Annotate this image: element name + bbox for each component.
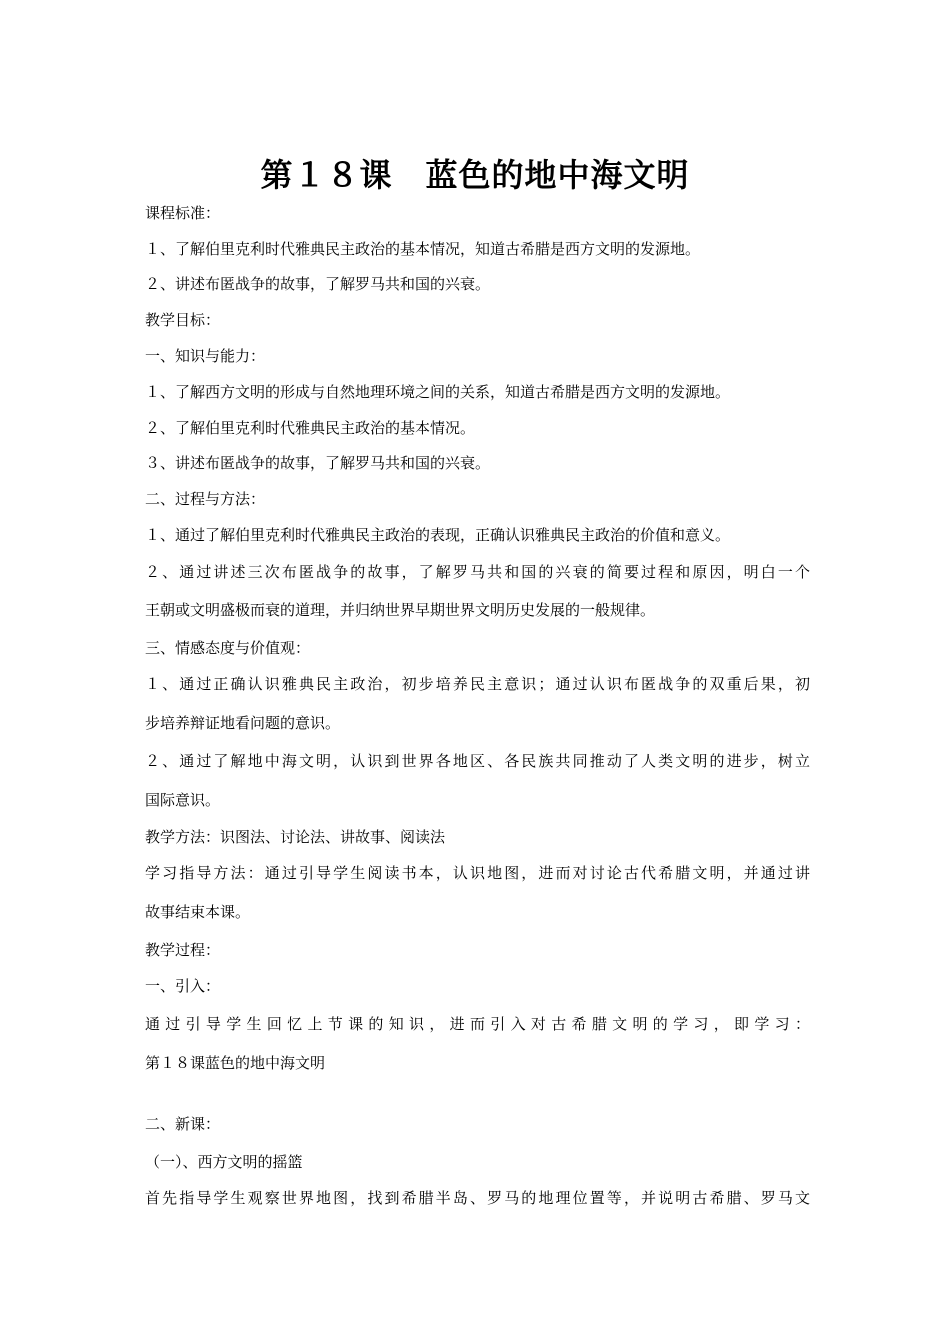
text-line: １、通过了解伯里克利时代雅典民主政治的表现，正确认识雅典民主政治的价值和意义。 bbox=[145, 526, 731, 544]
text-line: ２、讲述布匿战争的故事，了解罗马共和国的兴衰。 bbox=[145, 275, 491, 293]
text-line: 二、新课： bbox=[145, 1115, 221, 1133]
text-line: （一）、西方文明的摇篮 bbox=[145, 1153, 303, 1171]
text-line: １、通过正确认识雅典民主政治，初步培养民主意识；通过认识布匿战争的双重后果，初 bbox=[145, 675, 810, 693]
text-line: 学习指导方法：通过引导学生阅读书本，认识地图，进而对讨论古代希腊文明，并通过讲 bbox=[145, 864, 810, 882]
text-line: １、了解伯里克利时代雅典民主政治的基本情况，知道古希腊是西方文明的发源地。 bbox=[145, 240, 701, 258]
text-line: 一、知识与能力： bbox=[145, 347, 266, 365]
text-line: 教学过程： bbox=[145, 941, 221, 959]
text-line: ２、了解伯里克利时代雅典民主政治的基本情况。 bbox=[145, 419, 476, 437]
text-line: １、了解西方文明的形成与自然地理环境之间的关系，知道古希腊是西方文明的发源地。 bbox=[145, 383, 731, 401]
text-line: 第１８课蓝色的地中海文明 bbox=[145, 1054, 326, 1072]
text-line: 王朝或文明盛极而衰的道理，并归纳世界早期世界文明历史发展的一般规律。 bbox=[145, 601, 656, 619]
text-line: 通过引导学生回忆上节课的知识，进而引入对古希腊文明的学习，即学习： bbox=[145, 1015, 810, 1033]
text-line: 教学方法：识图法、讨论法、讲故事、阅读法 bbox=[145, 828, 446, 846]
text-line: ３、讲述布匿战争的故事，了解罗马共和国的兴衰。 bbox=[145, 454, 491, 472]
text-line: 首先指导学生观察世界地图，找到希腊半岛、罗马的地理位置等，并说明古希腊、罗马文 bbox=[145, 1189, 810, 1207]
page-title: 第１８课 蓝色的地中海文明 bbox=[260, 156, 690, 194]
text-line: ２、通过了解地中海文明，认识到世界各地区、各民族共同推动了人类文明的进步，树立 bbox=[145, 752, 810, 770]
text-line: 国际意识。 bbox=[145, 791, 221, 809]
text-line: 故事结束本课。 bbox=[145, 903, 251, 921]
text-line: 二、过程与方法： bbox=[145, 490, 266, 508]
text-line: 一、引入： bbox=[145, 977, 221, 995]
text-line: 课程标准： bbox=[145, 204, 221, 222]
text-line: 教学目标： bbox=[145, 311, 221, 329]
text-line: 三、情感态度与价值观： bbox=[145, 639, 311, 657]
text-line: ２、通过讲述三次布匿战争的故事，了解罗马共和国的兴衰的简要过程和原因，明白一个 bbox=[145, 563, 810, 581]
text-line: 步培养辩证地看问题的意识。 bbox=[145, 714, 341, 732]
